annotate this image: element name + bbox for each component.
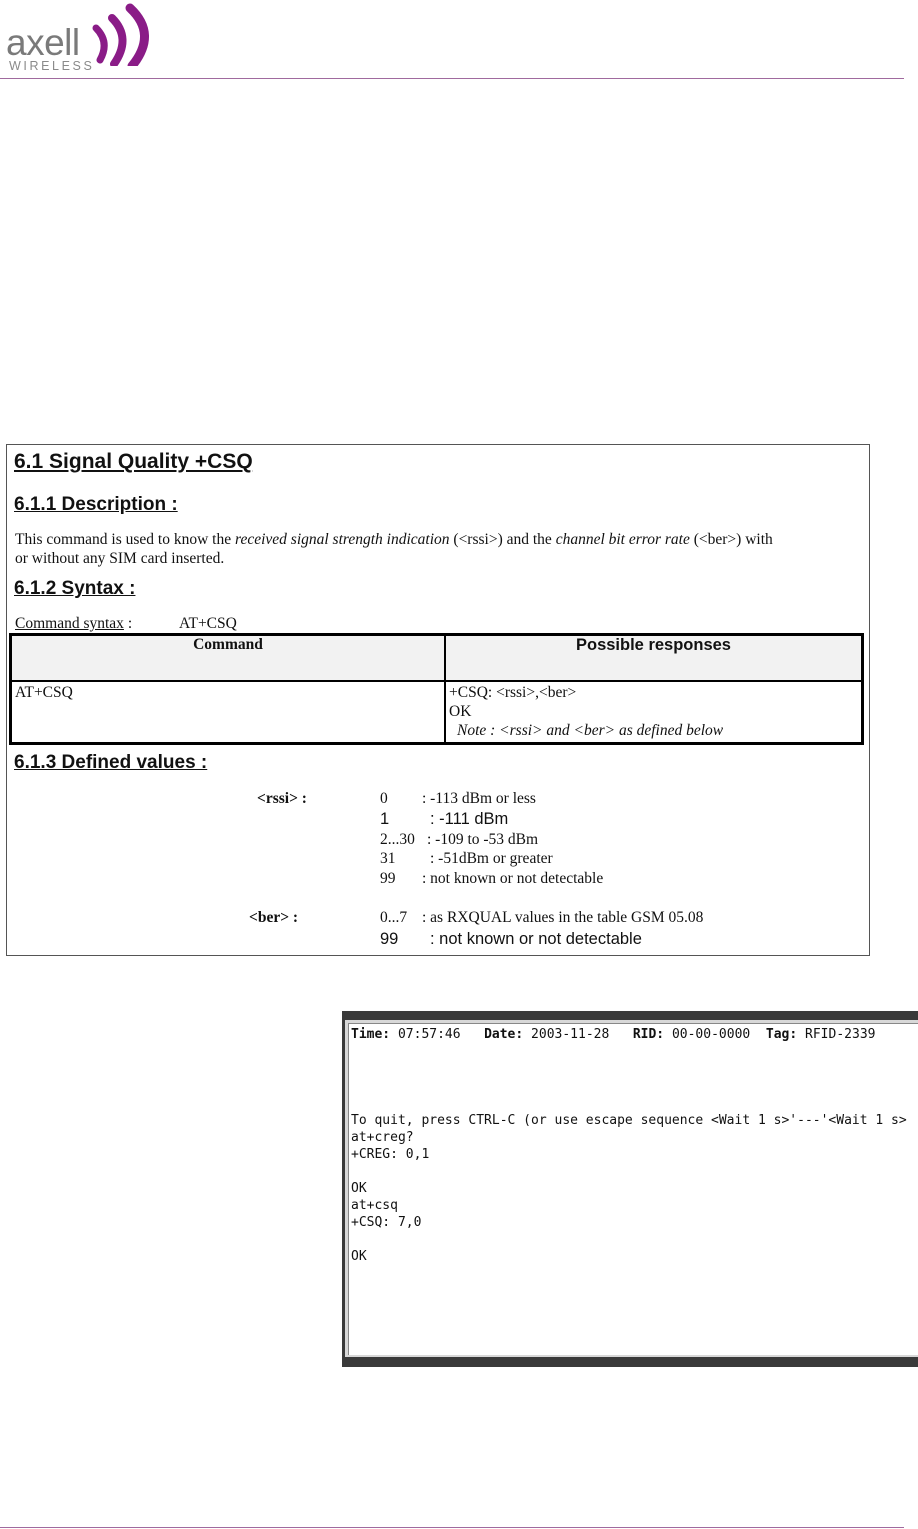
terminal-status-line: Time: 07:57:46 Date: 2003-11-28 RID: 00-00-0000 Tag: RFID-2339: [351, 1027, 876, 1042]
command-syntax-label: Command syntax: [15, 615, 124, 632]
col-responses-header: Possible responses: [445, 635, 863, 682]
terminal-rid: 00-00-0000: [671, 1027, 751, 1042]
terminal-line: OK: [351, 1181, 367, 1196]
terminal-bottom-bar: [342, 1357, 918, 1367]
logo-wordmark: axell: [6, 22, 80, 63]
list-item: 31: [380, 850, 396, 867]
logo-arcs-icon: [92, 2, 156, 66]
responses-cell: +CSQ: <rssi>,<ber> OK Note : <rssi> and <ber> as defined below: [445, 681, 863, 744]
table-row: [11, 681, 863, 744]
terminal-top-bar: [342, 1011, 918, 1020]
ber-label: <ber> :: [249, 909, 299, 926]
response-note: Note : <rssi> and <ber> as defined below: [457, 722, 724, 739]
list-item: 2...30: [380, 831, 415, 848]
syntax-table: [9, 633, 864, 745]
terminal-line: at+csq: [351, 1198, 398, 1213]
command-syntax: Command syntax : AT+CSQ: [15, 615, 237, 632]
terminal-line: +CSQ: 7,0: [351, 1215, 422, 1230]
terminal-line: To quit, press CTRL-C (or use escape sequence <Wait 1 s>'---'<Wait 1 s>: [351, 1113, 907, 1128]
terminal-date: 2003-11-28: [531, 1027, 610, 1042]
rssi-label: <rssi> :: [257, 790, 307, 807]
section-title: 6.1 Signal Quality +CSQ: [14, 450, 253, 473]
terminal-line: [351, 1163, 907, 1180]
list-item: 99: [380, 870, 396, 887]
footer-divider: [0, 1527, 904, 1528]
table-header-row: [11, 635, 863, 682]
company-logo: [6, 2, 166, 76]
list-item: 1: [380, 810, 390, 828]
terminal-line: OK: [351, 1249, 367, 1264]
ber-values: 0...7 : as RXQUAL values in the table GSM 05.08 99 : not known or not detectable: [380, 909, 704, 948]
terminal-window: [342, 1011, 918, 1367]
defined-values-heading: 6.1.3 Defined values :: [14, 752, 208, 773]
logo-subtitle: WIRELESS: [9, 59, 95, 73]
spec-excerpt: [6, 444, 870, 956]
terminal-line: [351, 1231, 907, 1248]
terminal-screen: [348, 1023, 918, 1355]
terminal-line: at+creg?: [351, 1130, 414, 1145]
description-text: This command is used to know the received signal strength indication (<rssi>) and the channel bit error rate (<ber>) with or without any SIM card inserted.: [15, 531, 773, 567]
description-heading: 6.1.1 Description :: [14, 494, 178, 515]
list-item: 0: [380, 790, 388, 807]
terminal-time: 07:57:46: [397, 1027, 461, 1042]
terminal-output: [351, 1112, 907, 1265]
terminal-left-border: [342, 1020, 345, 1357]
command-syntax-value: AT+CSQ: [179, 615, 237, 632]
command-cell: AT+CSQ: [11, 681, 446, 744]
col-command-header: Command: [11, 635, 446, 682]
list-item: 0...7: [380, 909, 408, 926]
list-item: 99: [380, 930, 399, 948]
terminal-tag: RFID-2339: [805, 1027, 876, 1042]
terminal-line: +CREG: 0,1: [351, 1147, 430, 1162]
syntax-heading: 6.1.2 Syntax :: [14, 578, 136, 599]
rssi-values: 0 : -113 dBm or less 1 : -111 dBm 2...30 : -109 to -53 dBm 31 : -51dBm or greater 99 : not known or not detectable: [380, 790, 604, 887]
header-divider: [0, 78, 904, 79]
